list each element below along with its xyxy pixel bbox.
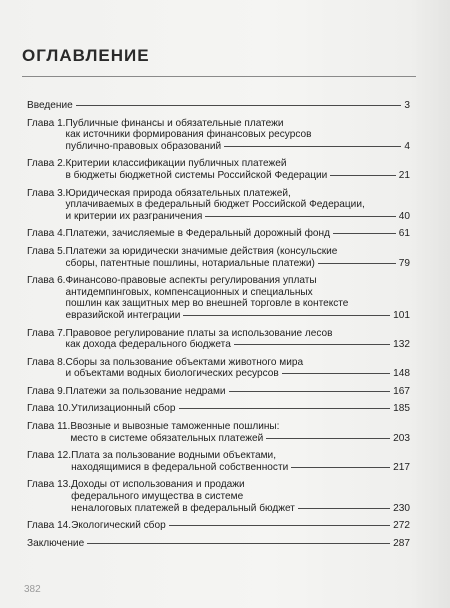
toc-chapter-label: Глава 5. [27,245,66,257]
toc-entry-title [66,275,411,321]
toc-entry-title [71,450,410,473]
toc-leader-line [330,175,395,176]
toc-entry[interactable] [27,421,410,444]
toc-title-line: Платежи за юридически значимые действия (консульские [65,245,338,257]
toc-entry[interactable] [27,328,410,351]
toc-entry-title [71,479,410,514]
toc-title-line: Утилизационный сбор [71,403,176,415]
toc-page-number: 4 [404,140,410,152]
toc-title-line: федерального имущества в системе [71,491,244,503]
toc-entry[interactable] [27,450,410,473]
toc-leader-line [179,408,391,409]
toc-entry[interactable] [27,403,410,415]
toc-title-line: Введение [27,100,73,111]
toc-page-number: 287 [393,537,410,549]
toc-entry-title [66,386,411,398]
toc-chapter-label: Глава 1. [27,117,66,129]
toc-page-number: 40 [398,210,410,222]
toc-entry-title [27,100,410,112]
toc-title-line: публично-правовых образований [65,140,222,152]
toc-title-line: место в системе обязательных платежей [70,432,264,444]
toc-title-line: сборы, патентные пошлины, нотариальные платежи) [65,257,315,269]
toc-entry[interactable] [27,118,410,153]
toc-leader-line [169,525,390,526]
toc-entry[interactable] [27,357,410,380]
toc-chapter-label: Глава 2. [27,158,66,170]
toc-title-line: уплачиваемых в федеральный бюджет Российской Федерации, [65,199,365,211]
toc-chapter-label: Глава 8. [27,356,66,368]
toc-entry[interactable] [27,188,410,223]
toc-entry[interactable] [27,386,410,398]
toc-title-line: в бюджеты бюджетной системы Российской Федерации [65,169,328,181]
toc-title-line: и критерии их разграничения [65,210,203,222]
toc-entry-title [66,246,411,269]
toc-title-line: Ввозные и вывозные таможенные пошлины: [70,421,280,433]
toc-title-line: Платежи, зачисляемые в Федеральный дорожный фонд [65,228,330,240]
toc-title-line: пошлин как защитных мер во внешней торговле в контексте [65,298,349,310]
toc-entry-title [66,118,411,153]
toc-page-number: 185 [393,403,410,415]
toc-page-number: 3 [404,100,410,111]
toc-title-line: как источники формирования финансовых ресурсов [65,129,312,141]
toc-title-line: Финансово-правовые аспекты регулирования уплаты [65,275,317,287]
toc-leader-line [229,391,391,392]
toc-page-number: 79 [398,257,410,269]
toc-entry-title [66,328,411,351]
toc-leader-line [298,508,390,509]
toc-title-line: находящимися в федеральной собственности [71,461,289,473]
toc-entry[interactable] [27,538,410,550]
toc-chapter-label: Глава 7. [27,327,66,339]
toc-page-number: 148 [393,368,410,380]
toc-title-line: Юридическая природа обязательных платежей, [65,187,291,199]
toc-title-line: как дохода федерального бюджета [65,339,231,351]
toc-entry[interactable] [27,479,410,514]
toc-entry[interactable] [27,158,410,181]
toc-title-line: Экологический сбор [71,520,166,532]
toc-chapter-label: Глава 14. [27,520,72,532]
toc-leader-line [76,105,402,106]
toc-title-line: антидемпинговых, компенсационных и специальных [65,286,313,298]
toc-title-line: Публичные финансы и обязательные платежи [65,117,284,129]
toc-leader-line [224,146,401,147]
toc-page-number: 101 [393,309,410,321]
toc-chapter-label: Глава 6. [27,275,66,287]
toc-entry-title [71,520,410,532]
page-number: 382 [24,584,41,595]
toc-title-line: Правовое регулирование платы за использование лесов [65,327,333,339]
toc-title-line: и объектами водных биологических ресурсов [65,368,279,380]
toc-entry[interactable] [27,228,410,240]
toc-leader-line [183,315,390,316]
toc-leader-line [234,344,390,345]
toc-chapter-label: Глава 13. [27,479,72,491]
toc-title-line: Заключение [27,537,85,549]
toc-leader-line [333,233,396,234]
toc-entry[interactable] [27,246,410,269]
toc-entry-title [71,403,410,415]
toc-title-line: Доходы от использования и продажи [71,479,245,491]
toc-page-number: 217 [393,461,410,473]
toc-leader-line [291,467,390,468]
toc-leader-line [266,438,390,439]
toc-entry[interactable] [27,100,410,112]
toc-entry-title [27,538,410,550]
toc-leader-line [205,216,395,217]
toc-entry-title [66,357,411,380]
table-of-contents [27,100,410,555]
toc-title-line: Платежи за пользование недрами [65,385,226,397]
toc-entry[interactable] [27,275,410,321]
toc-leader-line [87,543,390,544]
toc-page-number: 167 [393,385,410,397]
toc-chapter-label: Глава 10. [27,403,72,415]
toc-entry-title [66,158,411,181]
toc-page-number: 272 [393,520,410,532]
toc-title-line: неналоговых платежей в федеральный бюджет [71,502,295,514]
toc-leader-line [282,373,390,374]
toc-page-number: 132 [393,339,410,351]
toc-title-line: Плата за пользование водными объектами, [71,450,277,462]
toc-page-number: 203 [393,432,410,444]
toc-entry-title [66,228,411,240]
toc-chapter-label: Глава 11. [27,421,71,433]
toc-leader-line [318,263,396,264]
title-rule [22,76,416,77]
toc-chapter-label: Глава 3. [27,187,66,199]
toc-page-number: 230 [393,502,410,514]
page-shadow [410,0,450,608]
toc-page-number: 21 [398,169,410,181]
toc-entry-title [70,421,410,444]
toc-chapter-label: Глава 12. [27,450,72,462]
toc-entry[interactable] [27,520,410,532]
toc-entry-title [66,188,411,223]
toc-title-line: Критерии классификации публичных платежей [65,158,287,170]
toc-chapter-label: Глава 4. [27,228,66,240]
toc-page-number: 61 [398,228,410,240]
toc-title-line: евразийской интеграции [65,309,181,321]
toc-chapter-label: Глава 9. [27,385,66,397]
toc-title-line: Сборы за пользование объектами животного мира [65,356,304,368]
page-title: ОГЛАВЛЕНИЕ [22,46,150,65]
